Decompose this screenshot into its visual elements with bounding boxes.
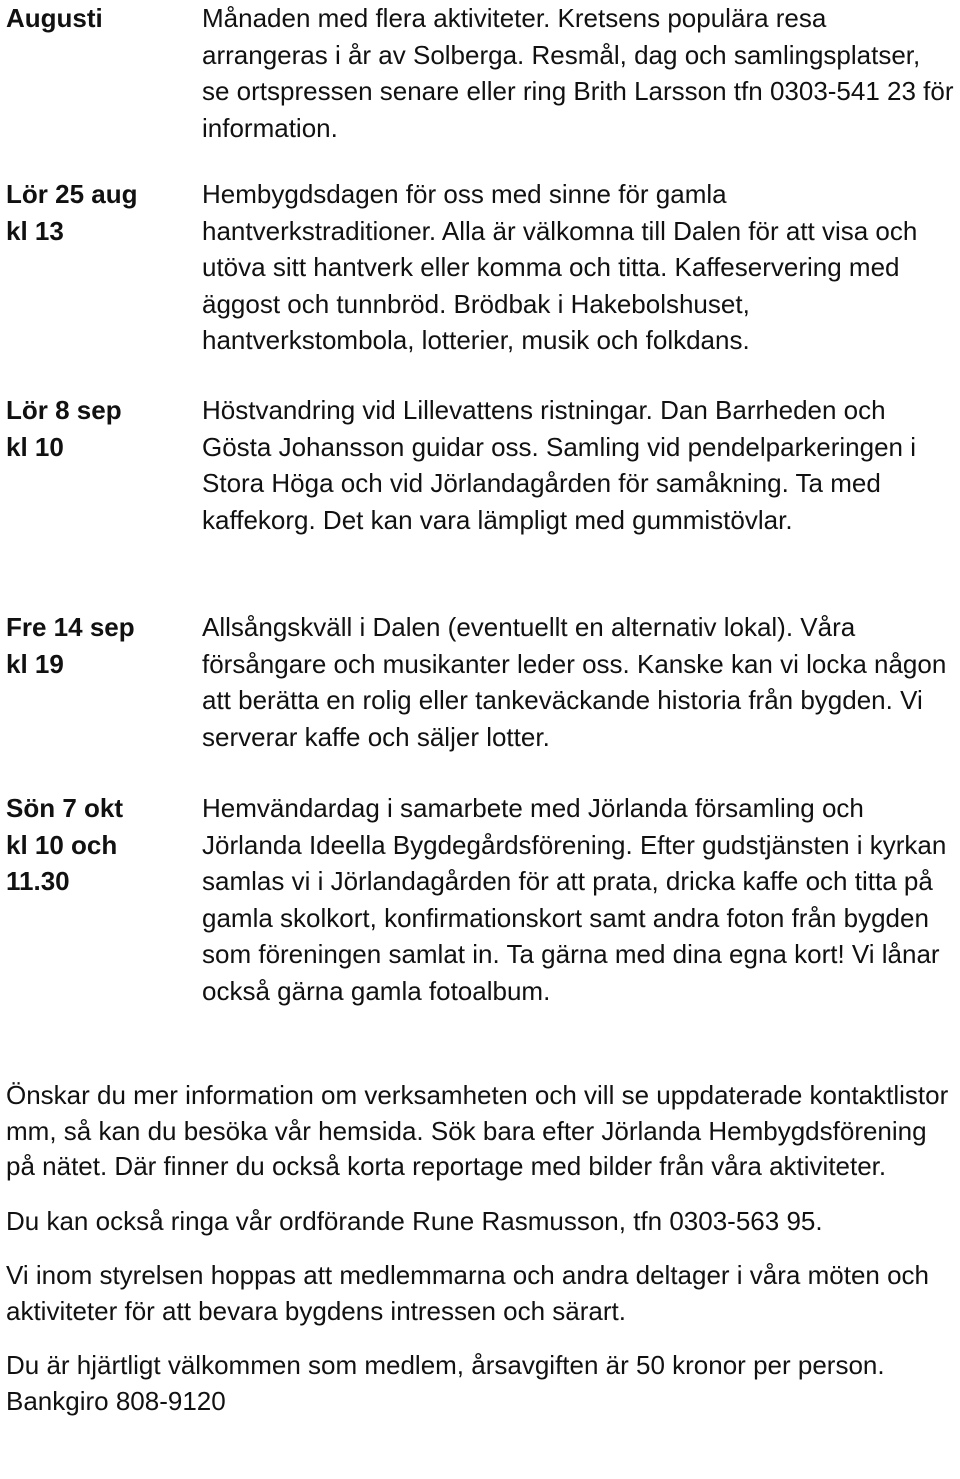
event-description: Allsångskväll i Dalen (eventuellt en alternativ lokal). Våra försångare och musikanter leder oss. Kanske kan vi locka någon att berätta en rolig eller tankeväckande historia från bygden. Vi serverar kaffe och säljer lotter. (202, 612, 947, 752)
event-date: Augusti (6, 3, 103, 33)
footer-paragraph-membership: Du är hjärtligt välkommen som medlem, årsavgiften är 50 kronor per person. Bankgiro 808-9120 (6, 1350, 885, 1416)
footer-paragraph-board: Vi inom styrelsen hoppas att medlemmarna och andra deltager i våra möten och aktiviteter för att bevara bygdens intressen och särart. (6, 1260, 930, 1326)
event-date: Lör 25 aug kl 13 (6, 179, 138, 246)
event-description: Månaden med flera aktiviteter. Kretsens populära resa arrangeras i år av Solberga. Resmål, dag och samlingsplatser, se ortspressen senare eller ring Brith Larsson tfn 0303-541 23 för information. (202, 3, 954, 143)
footer-paragraph-phone: Du kan också ringa vår ordförande Rune Rasmusson, tfn 0303-563 95. (6, 1205, 823, 1236)
event-description: Hemvändardag i samarbete med Jörlanda församling och Jörlanda Ideella Bygdegårdsförening. Efter gudstjänsten i kyrkan samlas vi i Jörlandagården för att prata, dricka kaffe och titta på gamla skolkort, konfirmationskort samt andra foton från bygden som föreningen samlat in. Ta gärna med dina egna kort! Vi lånar också gärna gamla fotoalbum. (202, 793, 947, 1006)
event-date: Sön 7 okt kl 10 och 11.30 (6, 793, 124, 896)
footer-info (6, 1078, 956, 1438)
footer-paragraph-website: Önskar du mer information om verksamheten och vill se uppdaterade kontaktlistor mm, så kan du besöka vår hemsida. Sök bara efter Jörlanda Hembygdsförening på nätet. Där finner du också korta reportage med bilder från våra aktiviteter. (6, 1080, 949, 1181)
event-description: Hembygdsdagen för oss med sinne för gamla hantverkstraditioner. Alla är välkomna till Dalen för att visa och utöva sitt hantverk eller komma och titta. Kaffeservering med äggost och tunnbröd. Brödbak i Hakebolshuset, hantverkstombola, lotterier, musik och folkdans. (202, 179, 918, 355)
event-date: Lör 8 sep kl 10 (6, 395, 122, 462)
event-description: Höstvandring vid Lillevattens ristningar. Dan Barrheden och Gösta Johansson guidar oss. Samling vid pendelparkeringen i Stora Höga och vid Jörlandagården för samåkning. Ta med kaffekorg. Det kan vara lämpligt med gummistövlar. (202, 395, 916, 535)
event-date: Fre 14 sep kl 19 (6, 612, 135, 679)
